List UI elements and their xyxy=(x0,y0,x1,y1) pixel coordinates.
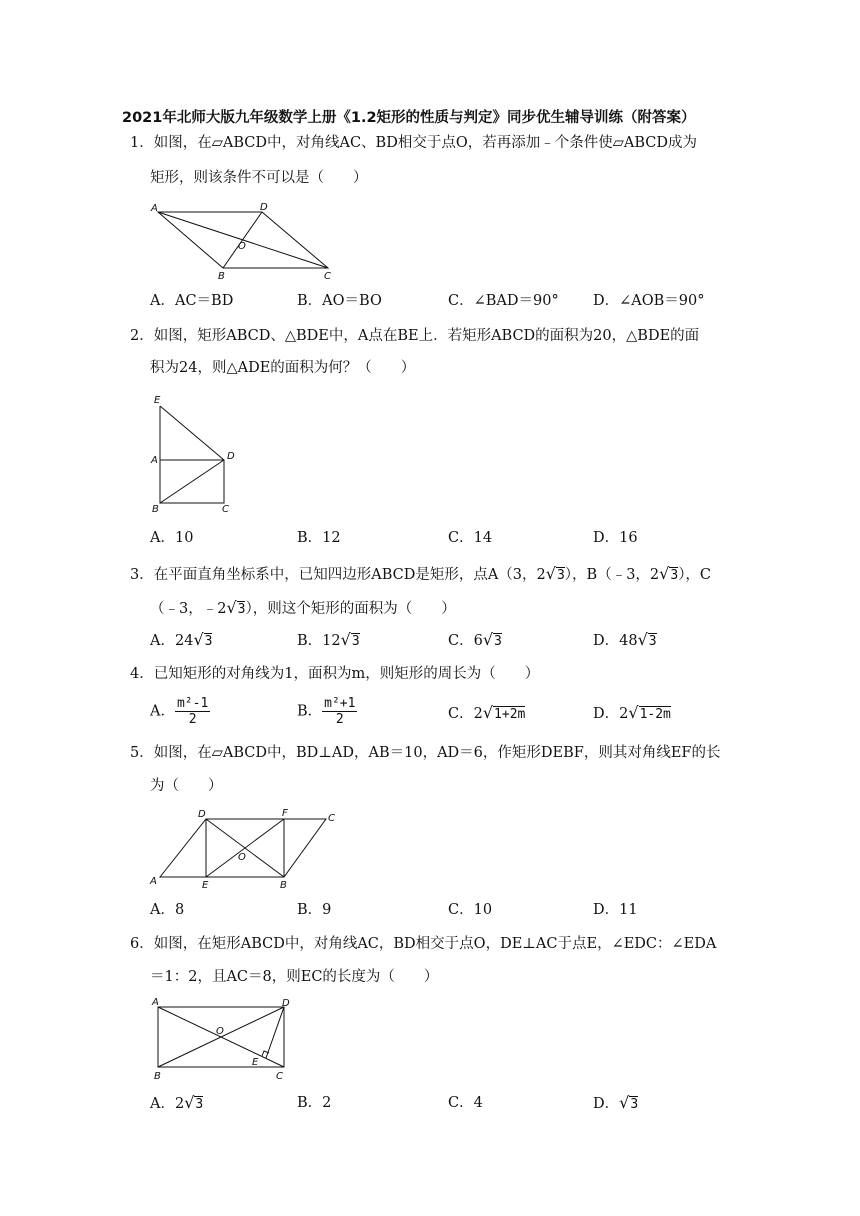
q3-line1: 3．在平面直角坐标系中，已知四边形ABCD是矩形，点A（3，2√3），B（﹣3，2√3），C xyxy=(130,564,712,583)
q6-option-c[interactable]: C．4 xyxy=(448,1095,483,1111)
q1-label-b: B xyxy=(218,271,225,280)
q1-option-c[interactable]: C．∠BAD＝90° xyxy=(448,293,559,309)
q1-option-b[interactable]: B．AO＝BO xyxy=(297,293,382,309)
q3-line2: （﹣3，﹣2√3），则这个矩形的面积为（ ） xyxy=(150,598,456,617)
q1-label-o: O xyxy=(238,241,246,252)
q2-option-d[interactable]: D．16 xyxy=(593,530,638,546)
q6-label-e: E xyxy=(252,1057,259,1068)
q6-label-d: D xyxy=(282,998,290,1009)
q5-label-d: D xyxy=(198,809,206,820)
q1-diagonal-bd xyxy=(223,212,262,268)
q5-label-a: A xyxy=(150,876,157,887)
q6-line1: 6．如图，在矩形ABCD中，对角线AC，BD相交于点O，DE⊥AC于点E，∠EDC：∠EDA xyxy=(130,936,717,952)
q2-label-b: B xyxy=(152,504,159,515)
q4-option-a[interactable]: A． $\frac{\text{m²-1}}{2}$ xyxy=(150,696,209,727)
q5-option-a[interactable]: A．8 xyxy=(150,902,185,918)
q5-option-b[interactable]: B．9 xyxy=(297,902,332,918)
q5-option-c[interactable]: C．10 xyxy=(448,902,493,918)
q5-label-c: C xyxy=(328,813,335,824)
q1-label-d: D xyxy=(260,202,268,213)
q4-option-d[interactable]: D．2√1-2m xyxy=(593,703,671,722)
q2-label-e: E xyxy=(154,395,161,406)
q5-label-f: F xyxy=(282,808,288,819)
q5-line1: 5．如图，在▱ABCD中，BD⊥AD，AB＝10，AD＝6，作矩形DEBF，则其对角线EF的长 xyxy=(130,745,721,761)
q2-option-c[interactable]: C．14 xyxy=(448,530,493,546)
q6-label-o: O xyxy=(216,1026,224,1037)
q2-figure xyxy=(148,390,258,516)
q5-option-d[interactable]: D．11 xyxy=(593,902,638,918)
q6-option-a[interactable]: A．2√3 xyxy=(150,1093,204,1112)
q5-line2: 为（ ） xyxy=(150,778,223,794)
q6-label-b: B xyxy=(154,1071,161,1082)
q3-option-a[interactable]: A．24√3 xyxy=(150,630,213,649)
q3-option-b[interactable]: B．12√3 xyxy=(297,630,360,649)
q2-label-d: D xyxy=(227,451,235,462)
q4-fraction-b: $\frac{\text{m²+1}}{2}$ xyxy=(324,696,356,727)
q6-option-b[interactable]: B．2 xyxy=(297,1095,332,1111)
q4-option-c[interactable]: C．2√1+2m xyxy=(448,703,526,722)
q3-option-c[interactable]: C．6√3 xyxy=(448,630,502,649)
q6-label-c: C xyxy=(276,1071,283,1082)
q6-label-a: A xyxy=(152,997,159,1008)
q5-parallelogram xyxy=(160,819,326,877)
q6-line2: ＝1：2，且AC＝8，则EC的长度为（ ） xyxy=(150,969,439,985)
q1-label-c: C xyxy=(324,271,331,280)
q1-option-d[interactable]: D．∠AOB＝90° xyxy=(593,293,705,309)
q3-option-d[interactable]: D．48√3 xyxy=(593,630,657,649)
q4-fraction-a: $\frac{\text{m²-1}}{2}$ xyxy=(176,696,209,727)
q6-option-d[interactable]: D．√3 xyxy=(593,1093,639,1112)
q1-label-a: A xyxy=(151,203,158,214)
q4-line1: 4．已知矩形的对角线为1，面积为m，则矩形的周长为（ ） xyxy=(130,666,540,682)
q2-diagonal-bd xyxy=(160,460,224,503)
q4-option-b[interactable]: B． $\frac{\text{m²+1}}{2}$ xyxy=(297,696,356,727)
q2-line1: 2．如图，矩形ABCD、△BDE中，A点在BE上．若矩形ABCD的面积为20，△BDE的面 xyxy=(130,328,700,344)
q5-label-o: O xyxy=(238,852,246,863)
q2-label-a: A xyxy=(151,455,158,466)
q1-option-a[interactable]: A．AC＝BD xyxy=(150,293,234,309)
q6-figure xyxy=(148,993,308,1083)
q2-line2: 积为24，则△ADE的面积为何？（ ） xyxy=(150,360,416,376)
q5-label-b: B xyxy=(280,880,287,891)
q1-figure xyxy=(148,200,348,280)
q2-side-ed xyxy=(160,406,224,460)
q5-label-e: E xyxy=(202,880,209,891)
q2-option-a[interactable]: A．10 xyxy=(150,530,194,546)
page-title: 2021年北师大版九年级数学上册《1.2矩形的性质与判定》同步优生辅导训练（附答案） xyxy=(122,110,696,126)
q1-line1: 1．如图，在▱ABCD中，对角线AC、BD相交于点O，若再添加﹣个条件使▱ABCD成为 xyxy=(130,135,697,151)
q5-figure xyxy=(146,805,346,893)
q2-label-c: C xyxy=(222,504,229,515)
q2-option-b[interactable]: B．12 xyxy=(297,530,341,546)
q1-line2: 矩形，则该条件不可以是（ ） xyxy=(150,170,368,186)
